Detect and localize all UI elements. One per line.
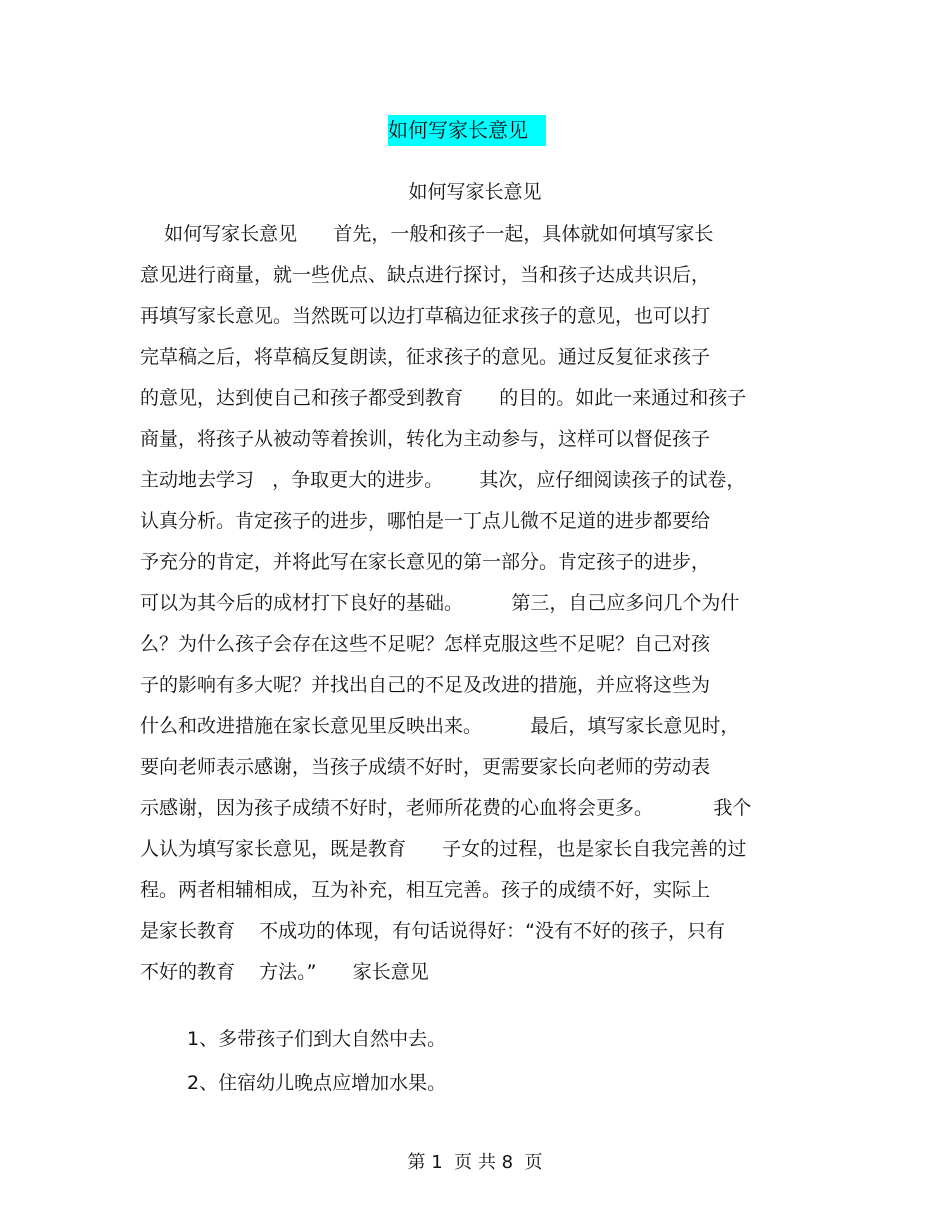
body-line: 的意见，达到使自己和孩子都受到教育 的目的。如此一来通过和孩子	[140, 387, 747, 409]
document-subtitle: 如何写家长意见	[408, 181, 542, 203]
body-line: 人认为填写家长意见，既是教育 子女的过程，也是家长自我完善的过	[140, 838, 747, 860]
body-line: 子的影响有多大呢？并找出自己的不足及改进的措施，并应将这些为	[140, 674, 711, 696]
body-line: 主动地去学习 ，争取更大的进步。 其次，应仔细阅读孩子的试卷，	[140, 469, 746, 491]
body-line: 程。两者相辅相成，互为补充，相互完善。孩子的成绩不好，实际上	[140, 879, 711, 901]
body-line: 要向老师表示感谢，当孩子成绩不好时，更需要家长向老师的劳动表	[140, 756, 711, 778]
body-line: 不好的教育 方法。” 家长意见	[140, 961, 429, 983]
document-body	[140, 219, 820, 998]
body-line: 么？为什么孩子会存在这些不足呢？怎样克服这些不足呢？自己对孩	[140, 633, 711, 655]
body-line: 意见进行商量，就一些优点、缺点进行探讨，当和孩子达成共识后，	[140, 264, 711, 286]
page-number-footer: 第 1 页 共 8 页	[407, 1152, 543, 1173]
body-line: 是家长教育 不成功的体现，有句话说得好：“没有不好的孩子，只有	[140, 920, 726, 942]
body-line: 商量，将孩子从被动等着挨训，转化为主动参与，这样可以督促孩子	[140, 428, 711, 450]
body-line: 可以为其今后的成材打下良好的基础。 第三，自己应多问几个为什	[140, 592, 740, 614]
document-title: 如何写家长意见	[388, 115, 546, 146]
list-item: 2、住宿幼儿晚点应增加水果。	[187, 1072, 447, 1094]
suggestion-list	[187, 1024, 446, 1112]
body-line: 如何写家长意见 首先，一般和孩子一起，具体就如何填写家长	[140, 223, 714, 245]
body-line: 认真分析。肯定孩子的进步，哪怕是一丁点儿微不足道的进步都要给	[140, 510, 711, 532]
body-line: 再填写家长意见。当然既可以边打草稿边征求孩子的意见，也可以打	[140, 305, 711, 327]
list-item: 1、多带孩子们到大自然中去。	[187, 1028, 447, 1050]
body-line: 示感谢，因为孩子成绩不好时，老师所花费的心血将会更多。 我个	[140, 797, 752, 819]
body-line: 什么和改进措施在家长意见里反映出来。 最后，填写家长意见时，	[140, 715, 740, 737]
body-line: 完草稿之后，将草稿反复朗读，征求孩子的意见。通过反复征求孩子	[140, 346, 711, 368]
body-line: 予充分的肯定，并将此写在家长意见的第一部分。肯定孩子的进步，	[140, 551, 711, 573]
